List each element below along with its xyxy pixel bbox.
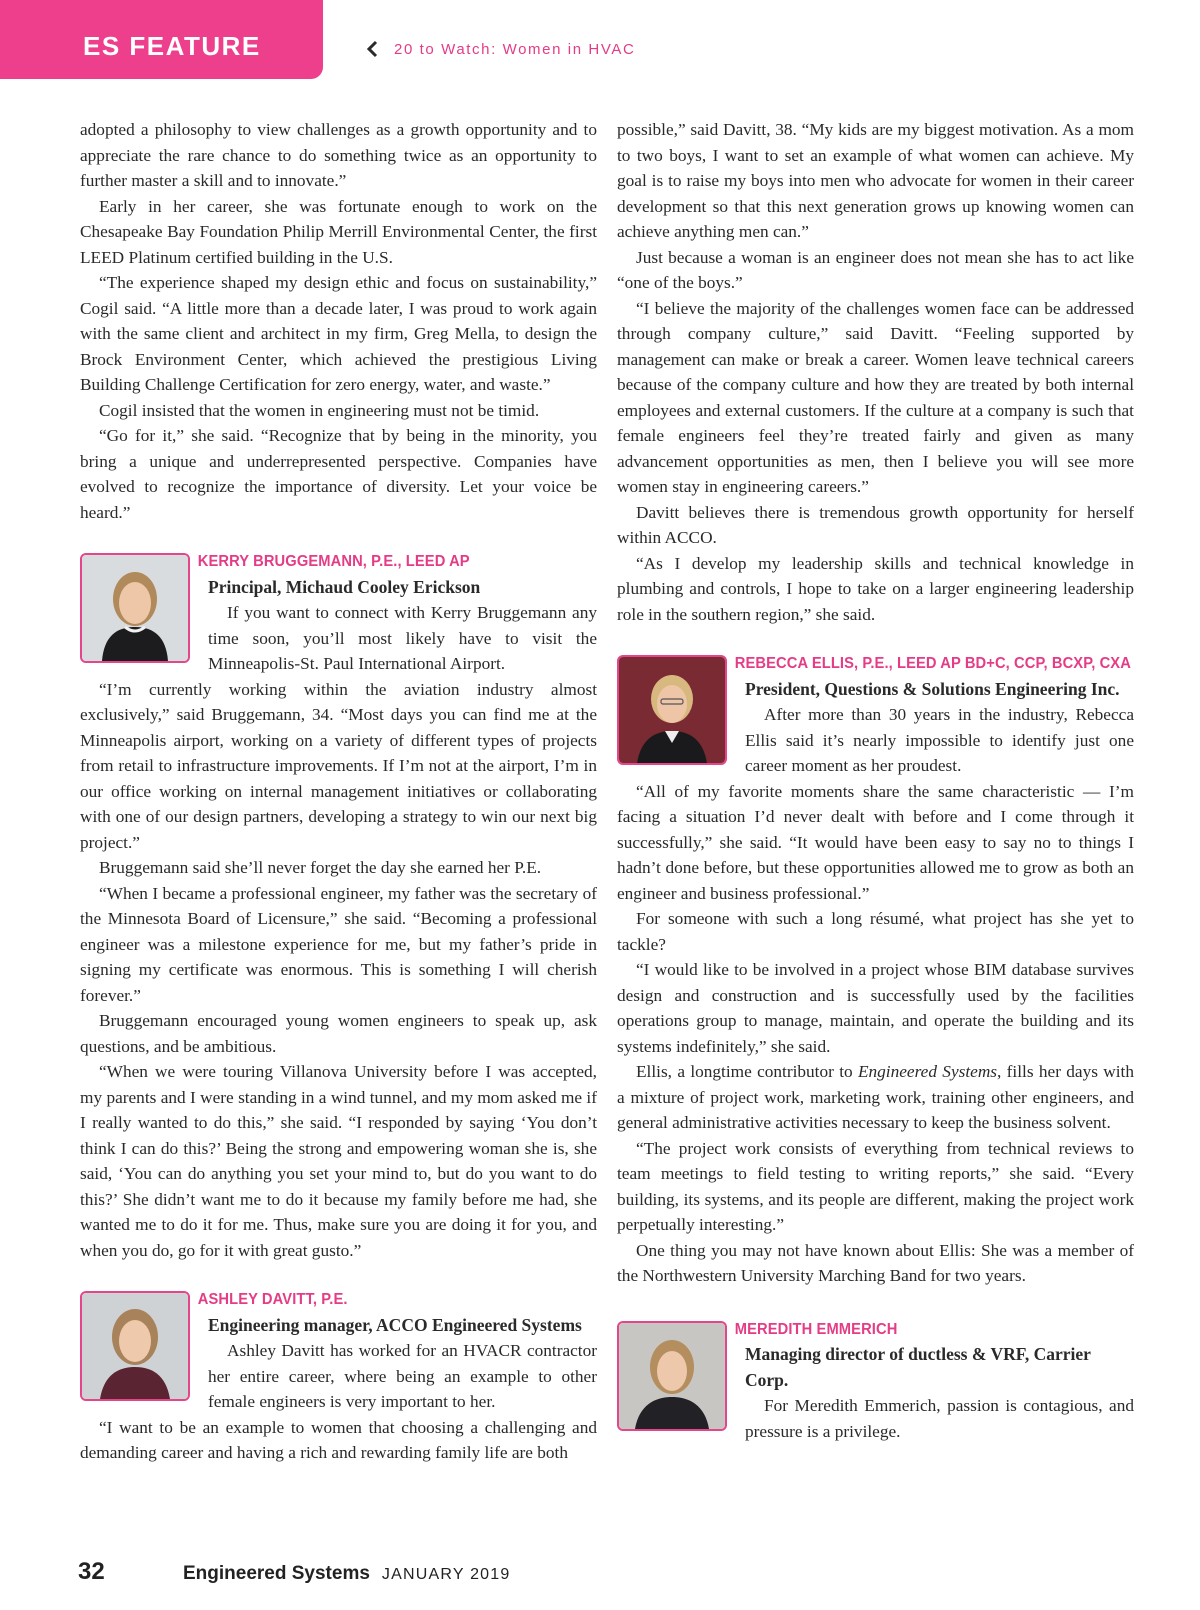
paragraph: Bruggemann said she’ll never forget the day she earned her P.E. bbox=[99, 858, 542, 877]
profile-name: REBECCA ELLIS, P.E., LEED AP BD+C, CCP, BCXP, CXA bbox=[734, 655, 1131, 672]
profile-emmerich bbox=[617, 1317, 1134, 1445]
paragraph: Ashley Davitt has worked for an HVACR contractor her entire career, where being an example to other female engineers is very important to her. bbox=[208, 1341, 597, 1411]
paragraph: “I believe the majority of the challenges women face can be addressed through company culture,” said Davitt. “Feeling supported by management can make or break a career. Women leave technical careers because of the company culture and how they are treated by both internal employees and external customers. If the culture at a company is such that female engineers feel they’re treated fairly and given as many advancement opportunities as men, then I believe you will see more women stay in engineering careers.” bbox=[617, 298, 1134, 496]
left-column bbox=[80, 117, 597, 1466]
section-label: ES FEATURE bbox=[83, 31, 261, 61]
profile-name: ASHLEY DAVITT, P.E. bbox=[197, 1291, 348, 1308]
paragraph: For Meredith Emmerich, passion is contagious, and pressure is a privilege. bbox=[745, 1396, 1134, 1441]
paragraph: “I’m currently working within the aviation industry almost exclusively,” said Bruggemann, 34. “Most days you can find me at the Minneapolis airport, working on a variety of different types of projects from retail to infrastructure improvements. If I’m not at the airport, I’m in our office working on internal management initiatives or collaborating with one of our design partners, developing a strategy to win our next big project.” bbox=[80, 679, 597, 852]
profile-role: Managing director of ductless & VRF, Carrier Corp. bbox=[745, 1344, 1091, 1390]
paragraph: “I would like to be involved in a project whose BIM database survives design and construction and is successfully used by the facilities operations group to manage, maintain, and operate the building and its systems indefinitely,” she said. bbox=[617, 960, 1134, 1056]
breadcrumb-label: 20 to Watch: Women in HVAC bbox=[394, 40, 636, 58]
paragraph: “All of my favorite moments share the same characteristic — I’m facing a situation I’d never dealt with before and I come through it successfully,” she said. “It would have been easy to say no to things I hadn’t done before, but these opportunities allowed me to grow as both an engineer and business professional.” bbox=[617, 781, 1134, 903]
paragraph: “When we were touring Villanova University before I was accepted, my parents and I were standing in a wind tunnel, and my mom asked me if I really wanted to do this,” she said. “I responded by saying ‘You don’t think I can do this?’ Being the strong and empowering woman she is, she said, ‘You can do anything you set your mind to, but do you want to do this?’ She didn’t want me to do it because my family before me had, she wanted me to do it for me. Thus, make sure you are doing it for you, and when you do, go for it with great gusto.” bbox=[80, 1062, 597, 1260]
profile-role: President, Questions & Solutions Engineering Inc. bbox=[745, 678, 1120, 699]
issue-date: JANUARY 2019 bbox=[381, 1566, 511, 1583]
chevron-left-icon bbox=[366, 40, 378, 58]
paragraph: “When I became a professional engineer, my father was the secretary of the Minnesota Board of Licensure,” she said. “Becoming a professional engineer was a milestone experience for me, but my father’s pride in signing my certificate was enormous. This is something I will cherish forever.” bbox=[80, 883, 597, 1005]
paragraph: Davitt believes there is tremendous growth opportunity for herself within ACCO. bbox=[617, 502, 1134, 547]
paragraph bbox=[617, 1059, 1134, 1136]
profile-ellis bbox=[617, 651, 1134, 779]
paragraph: Cogil insisted that the women in engineering must not be timid. bbox=[99, 400, 540, 420]
paragraph: “I want to be an example to women that choosing a challenging and demanding career and having a rich and rewarding family life are both bbox=[80, 1417, 597, 1462]
paragraph: If you want to connect with Kerry Bruggemann any time soon, you’ll most likely have to visit the Minneapolis-St. Paul International Airport. bbox=[208, 603, 597, 673]
paragraph: “The project work consists of everything from technical reviews to team meetings to field testing to writing reports,” she said. “Every building, its systems, and its people are different, making the project work perpetually interesting.” bbox=[617, 1138, 1134, 1234]
text-run: Ellis, a longtime contributor to bbox=[636, 1062, 858, 1081]
paragraph: “As I develop my leadership skills and technical knowledge in plumbing and controls, I hope to take on a larger engineering leadership role in the southern region,” she said. bbox=[617, 553, 1134, 624]
page-number: 32 bbox=[78, 1558, 105, 1585]
breadcrumb[interactable] bbox=[366, 40, 635, 58]
magazine-name: Engineered Systems bbox=[183, 1563, 370, 1584]
profile-bruggemann bbox=[80, 549, 597, 677]
paragraph: One thing you may not have known about Ellis: She was a member of the Northwestern University Marching Band for two years. bbox=[617, 1240, 1134, 1285]
paragraph: For someone with such a long résumé, what project has she yet to tackle? bbox=[617, 909, 1134, 954]
paragraph: Just because a woman is an engineer does not mean she has to act like “one of the boys.” bbox=[617, 247, 1134, 292]
paragraph: Early in her career, she was fortunate enough to work on the Chesapeake Bay Foundation Philip Merrill Environmental Center, the first LEED Platinum certified building in the U.S. bbox=[80, 196, 597, 267]
magazine-title: Engineered Systems bbox=[857, 1062, 998, 1081]
profile-role: Principal, Michaud Cooley Erickson bbox=[208, 576, 481, 597]
paragraph: possible,” said Davitt, 38. “My kids are my biggest motivation. As a mom to two boys, I want to set an example of what women can achieve. My goal is to raise my boys into men who advocate for women in their career development so that this next generation grows up knowing women can achieve anything men can.” bbox=[617, 120, 1134, 241]
text-run: , fills her days with a mixture of project work, marketing work, training other engineers, and general administrative activities necessary to keep the business solvent. bbox=[617, 1062, 1134, 1132]
paragraph: “The experience shaped my design ethic and focus on sustainability,” Cogil said. “A little more than a decade later, I was proud to work again with the same client and architect in my firm, Greg Mella, to design the Brock Environment Center, which achieved the prestigious Living Building Challenge Certification for zero energy, water, and waste.” bbox=[80, 273, 597, 394]
profile-davitt bbox=[80, 1287, 597, 1415]
paragraph: Bruggemann encouraged young women engineers to speak up, ask questions, and be ambitious. bbox=[80, 1011, 597, 1056]
profile-name: MEREDITH EMMERICH bbox=[734, 1320, 898, 1338]
right-column bbox=[617, 117, 1134, 1444]
paragraph: “Go for it,” she said. “Recognize that by being in the minority, you bring a unique and underrepresented perspective. Companies have evolved to recognize the importance of diversity. Let your voice be heard.” bbox=[80, 426, 597, 522]
profile-name: KERRY BRUGGEMANN, P.E., LEED AP bbox=[197, 553, 470, 570]
profile-role: Engineering manager, ACCO Engineered Systems bbox=[208, 1314, 582, 1335]
paragraph: After more than 30 years in the industry, Rebecca Ellis said it’s nearly impossible to identify just one career moment as her proudest. bbox=[745, 705, 1134, 775]
section-tab bbox=[0, 0, 323, 79]
page-footer bbox=[78, 1558, 510, 1586]
paragraph: adopted a philosophy to view challenges as a growth opportunity and to appreciate the rare chance to do something twice as an opportunity to further master a skill and to innovate.” bbox=[80, 120, 597, 190]
